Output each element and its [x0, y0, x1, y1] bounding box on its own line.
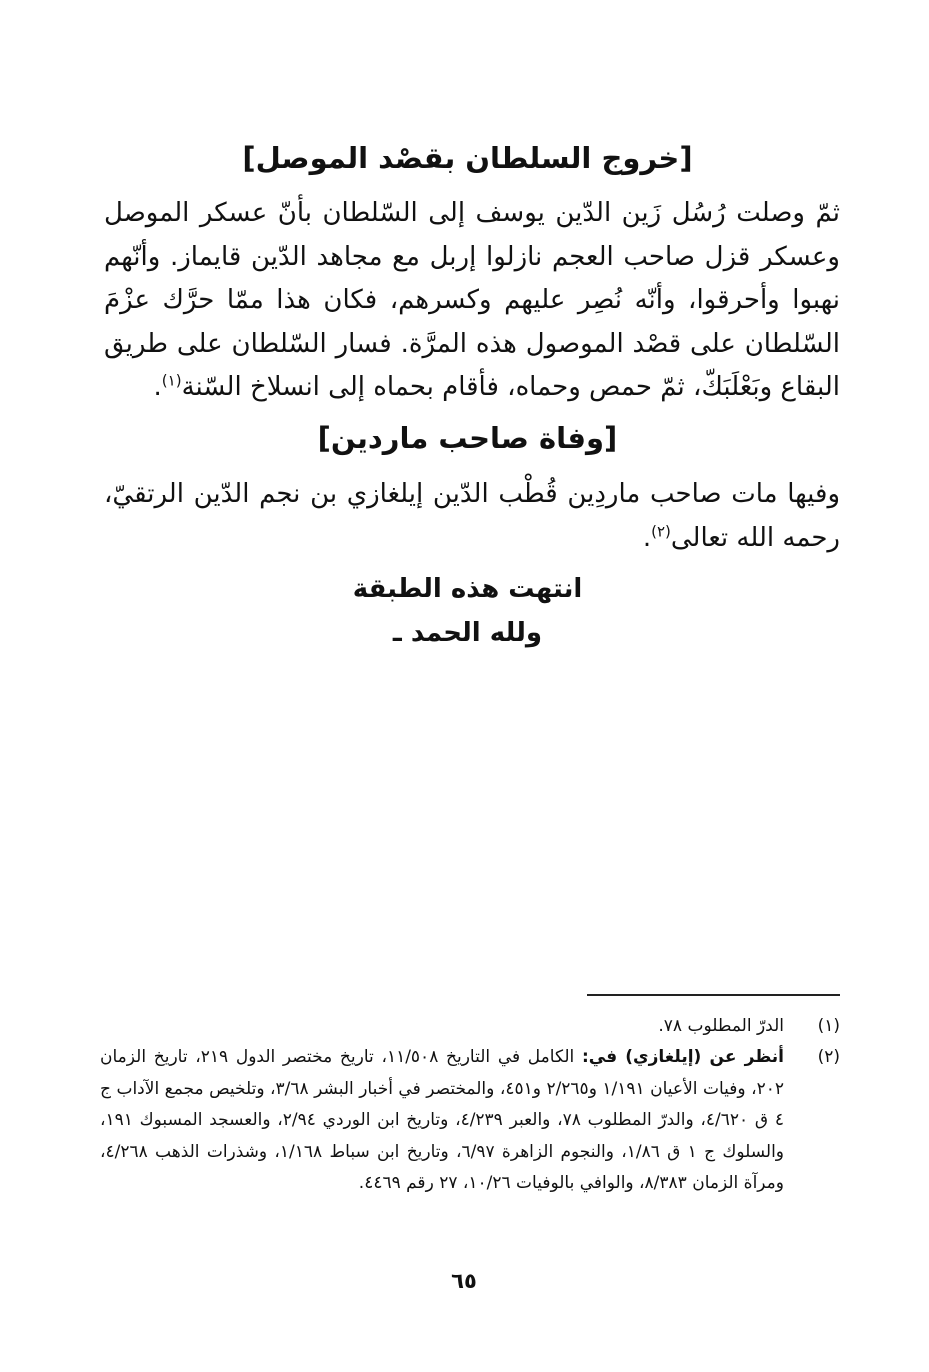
section-heading-sultan-departure: [خروج السلطان بقصْد الموصل]: [242, 141, 693, 175]
paragraph-text: ثمّ وصلت رُسُل زَين الدّين يوسف إلى السّلطان بأنّ عسكر الموصل وعسكر قزل صاحب العجم نازلوا إربل مع مجاهد الدّين قايماز. وأنّهم نهبوا وأحرقوا، وأنّه نُصِر عليهم وكسرهم، فكان هذا ممّا حرَّك عزْمَ السّلطان على قصْد الموصول هذه المرَّة. فسار السّلطان على طريق البقاع وبَعْلَبَكّ، ثمّ حمص وحماه، فأقام بحماه إلى انسلاخ السّنة: [104, 198, 840, 402]
footnote-2: [100, 1042, 840, 1200]
paragraph-mardin-lord-death: [104, 473, 840, 560]
closing-line-1: انتهت هذه الطبقة: [352, 574, 583, 604]
paragraph-end-mark: .: [642, 522, 652, 553]
footnote-reference-2[interactable]: (٢): [651, 521, 671, 540]
footnote-number: (٢): [817, 1047, 840, 1067]
footnote-body: الكامل في التاريخ ١١/٥٠٨، تاريخ مختصر الدول ٢١٩، تاريخ الزمان ٢٠٢، وفيات الأعيان ١/١٩١ و٢/٢٦٥ و٤٥١، والمختصر في أخبار البشر ٣/٦٨، وتلخيص مجمع الآداب ج ٤ ق ٤/٦٢٠، والدرّ المطلوب ٧٨، والعبر ٤/٢٣٩، وتاريخ ابن الوردي ٢/٩٤، والعسجد المسبوك ١٩١، والسلوك ج ١ ق ١/٨٦، والنجوم الزاهرة ٦/٩٧، وتاريخ ابن سباط ١/١٦٨، وشذرات الذهب ٤/٢٦٨، ومرآة الزمان ٨/٣٨٣، والوافي بالوفيات ١٠/٢٦، ٢٧ رقم ٤٤٦٩.: [100, 1047, 785, 1193]
paragraph-text: وفيها مات صاحب ماردِين قُطْب الدّين إيلغازي بن نجم الدّين الرتقيّ، رحمه الله تعالى: [104, 479, 840, 553]
footnote-text: [100, 1042, 784, 1200]
section-heading-mardin-lord-death: [وفاة صاحب ماردين]: [317, 421, 618, 455]
paragraph-end-mark: .: [153, 372, 162, 402]
footnote-number: (١): [817, 1016, 840, 1036]
closing-line-2: ولله الحمد ـ: [392, 618, 543, 648]
footnote-1: [100, 1011, 840, 1043]
page-number: ٦٥: [451, 1269, 477, 1293]
footnote-lead: أنظر عن (إيلغازي) في:: [581, 1047, 784, 1067]
footnote-reference-1[interactable]: (١): [161, 371, 182, 390]
paragraph-sultan-departure: [104, 192, 840, 410]
footnote-text: [100, 1011, 784, 1043]
footnote-body: الدرّ المطلوب ٧٨.: [658, 1016, 784, 1036]
footnote-separator: [587, 994, 840, 996]
